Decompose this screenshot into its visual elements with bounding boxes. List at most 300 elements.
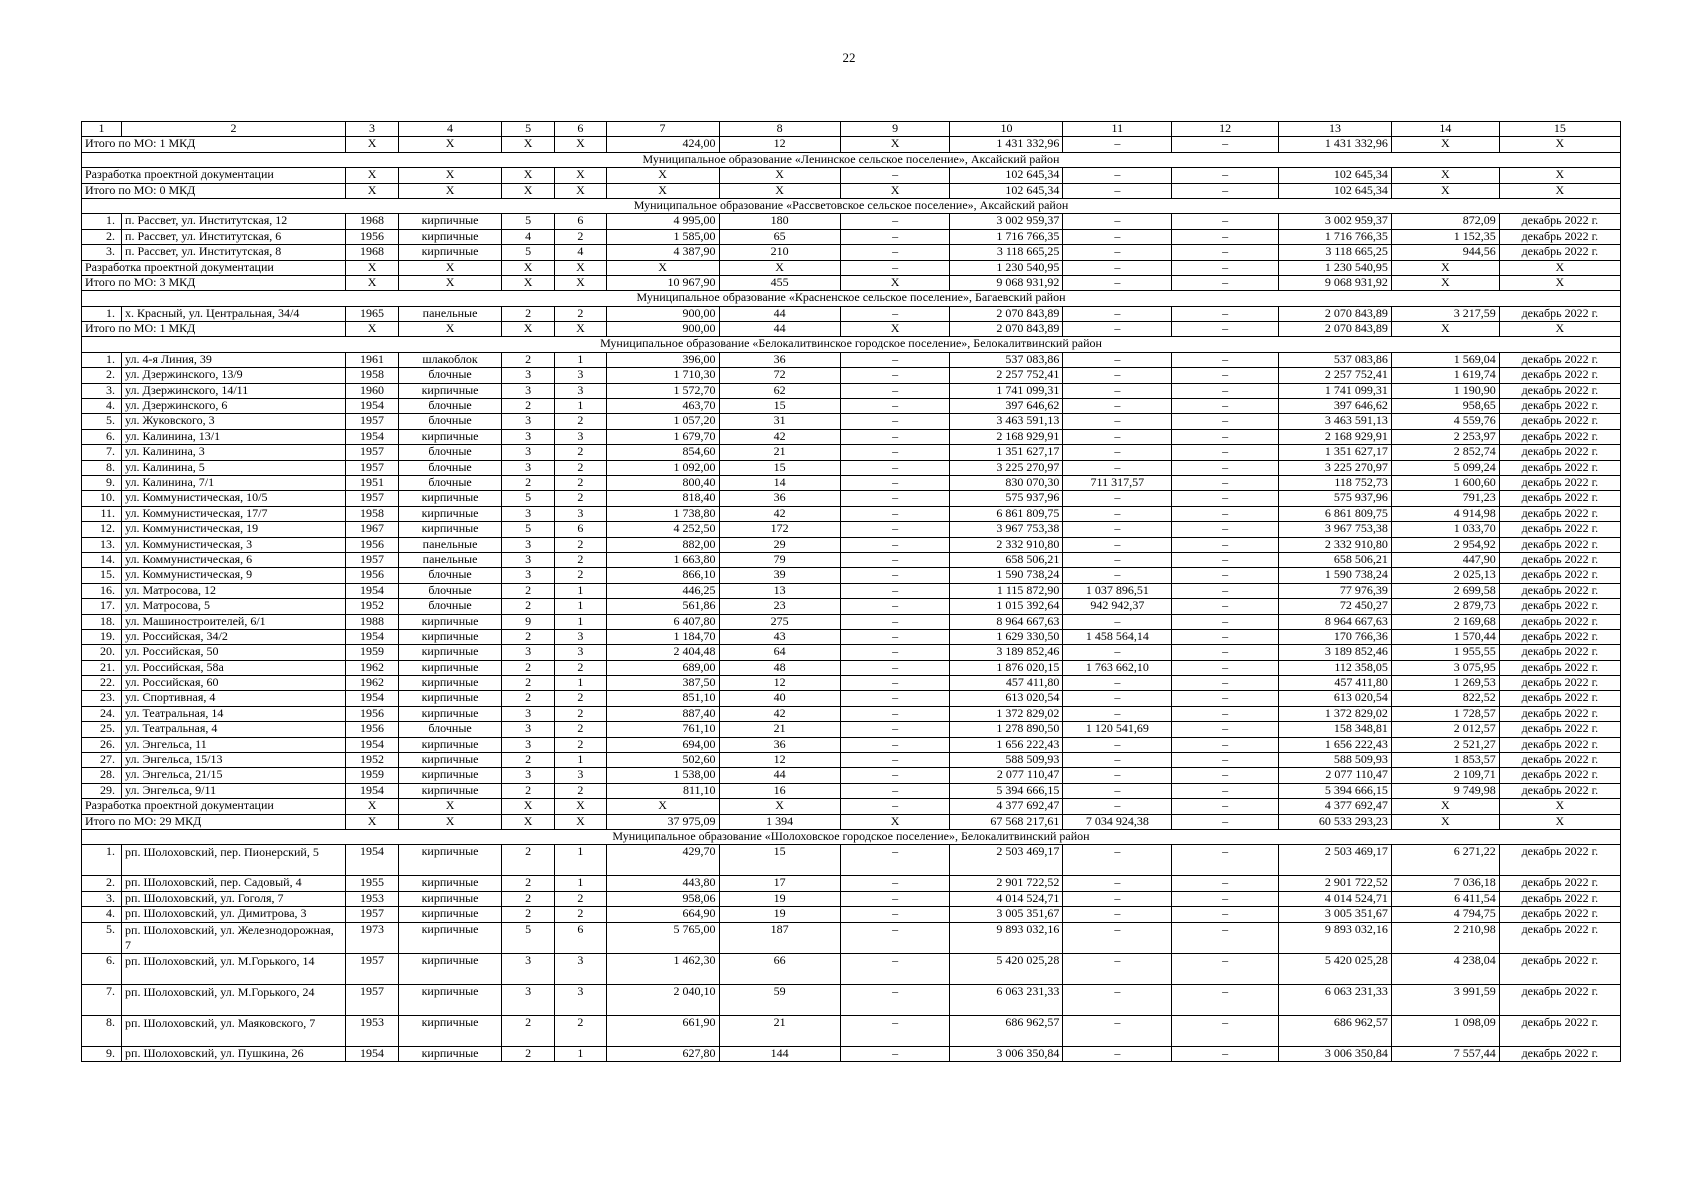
building-value-cell: кирпичные bbox=[399, 706, 502, 721]
building-row bbox=[82, 460, 1621, 475]
building-value-cell: – bbox=[1172, 876, 1279, 891]
building-value-cell: 561,86 bbox=[606, 599, 719, 614]
summary-value-cell: 102 645,34 bbox=[1279, 183, 1392, 198]
building-value-cell: – bbox=[1063, 876, 1172, 891]
building-address-cell: ул. Спортивная, 4 bbox=[122, 691, 346, 706]
building-value-cell: 1 bbox=[555, 845, 606, 876]
building-value-cell: 210 bbox=[719, 245, 840, 260]
summary-value-cell: X bbox=[1499, 183, 1620, 198]
summary-value-cell: – bbox=[1063, 260, 1172, 275]
building-value-cell: 2 404,48 bbox=[606, 645, 719, 660]
building-value-cell: декабрь 2022 г. bbox=[1499, 537, 1620, 552]
building-value-cell: – bbox=[1172, 768, 1279, 783]
building-value-cell: 4 bbox=[555, 245, 606, 260]
building-value-cell: 1956 bbox=[345, 537, 398, 552]
building-value-cell: 1962 bbox=[345, 660, 398, 675]
building-value-cell: декабрь 2022 г. bbox=[1499, 245, 1620, 260]
building-value-cell: 3 002 959,37 bbox=[1279, 214, 1392, 229]
summary-value-cell: X bbox=[345, 799, 398, 814]
building-value-cell: 1 190,90 bbox=[1391, 383, 1499, 398]
building-address-cell: ул. Матросова, 5 bbox=[122, 599, 346, 614]
summary-label: Итого по МО: 29 МКД bbox=[82, 814, 346, 829]
building-value-cell: – bbox=[1172, 706, 1279, 721]
row-number-cell: 1. bbox=[82, 214, 122, 229]
building-row bbox=[82, 445, 1621, 460]
building-value-cell: – bbox=[1172, 352, 1279, 367]
building-address-cell: ул. 4-я Линия, 39 bbox=[122, 352, 346, 367]
building-address-cell: ул. Энгельса, 21/15 bbox=[122, 768, 346, 783]
building-value-cell: 2 bbox=[555, 414, 606, 429]
building-value-cell: 1953 bbox=[345, 1015, 398, 1046]
building-value-cell: – bbox=[840, 891, 950, 906]
building-value-cell: – bbox=[1063, 229, 1172, 244]
row-number-cell: 5. bbox=[82, 922, 122, 953]
summary-value-cell: X bbox=[606, 799, 719, 814]
building-value-cell: – bbox=[1063, 522, 1172, 537]
housing-repair-table bbox=[81, 121, 1621, 1062]
building-value-cell: – bbox=[840, 676, 950, 691]
building-value-cell: – bbox=[1063, 1015, 1172, 1046]
building-value-cell: 180 bbox=[719, 214, 840, 229]
summary-label: Итого по МО: 3 МКД bbox=[82, 275, 346, 290]
building-value-cell: – bbox=[1063, 922, 1172, 953]
building-value-cell: 6 861 809,75 bbox=[950, 506, 1063, 521]
building-address-cell: рп. Шолоховский, ул. М.Горького, 14 bbox=[122, 953, 346, 984]
building-value-cell: – bbox=[840, 706, 950, 721]
summary-value-cell: 37 975,09 bbox=[606, 814, 719, 829]
building-value-cell: – bbox=[840, 306, 950, 321]
building-row bbox=[82, 691, 1621, 706]
building-value-cell: 2 bbox=[555, 706, 606, 721]
building-value-cell: 2 879,73 bbox=[1391, 599, 1499, 614]
building-value-cell: блочные bbox=[399, 475, 502, 490]
building-value-cell: декабрь 2022 г. bbox=[1499, 214, 1620, 229]
building-value-cell: 3 463 591,13 bbox=[950, 414, 1063, 429]
building-value-cell: шлакоблок bbox=[399, 352, 502, 367]
building-address-cell: рп. Шолоховский, ул. Маяковского, 7 bbox=[122, 1015, 346, 1046]
building-value-cell: 1 538,00 bbox=[606, 768, 719, 783]
building-value-cell: – bbox=[840, 537, 950, 552]
building-value-cell: 2 257 752,41 bbox=[1279, 368, 1392, 383]
building-value-cell: декабрь 2022 г. bbox=[1499, 352, 1620, 367]
building-value-cell: – bbox=[1063, 907, 1172, 922]
building-value-cell: 791,23 bbox=[1391, 491, 1499, 506]
building-value-cell: 3 002 959,37 bbox=[950, 214, 1063, 229]
building-address-cell: ул. Российская, 60 bbox=[122, 676, 346, 691]
building-value-cell: 3 005 351,67 bbox=[1279, 907, 1392, 922]
building-value-cell: декабрь 2022 г. bbox=[1499, 706, 1620, 721]
building-address-cell: ул. Дзержинского, 6 bbox=[122, 399, 346, 414]
building-value-cell: 14 bbox=[719, 475, 840, 490]
building-value-cell: – bbox=[1063, 737, 1172, 752]
building-value-cell: 6 861 809,75 bbox=[1279, 506, 1392, 521]
building-row bbox=[82, 1015, 1621, 1046]
building-value-cell: 72 bbox=[719, 368, 840, 383]
building-value-cell: 1 372 829,02 bbox=[950, 706, 1063, 721]
column-header-cell: 3 bbox=[345, 122, 398, 137]
building-value-cell: – bbox=[1172, 753, 1279, 768]
building-address-cell: ул. Российская, 50 bbox=[122, 645, 346, 660]
building-value-cell: декабрь 2022 г. bbox=[1499, 907, 1620, 922]
summary-value-cell: – bbox=[1063, 183, 1172, 198]
building-row bbox=[82, 768, 1621, 783]
building-value-cell: 40 bbox=[719, 691, 840, 706]
building-address-cell: ул. Коммунистическая, 17/7 bbox=[122, 506, 346, 521]
building-value-cell: декабрь 2022 г. bbox=[1499, 475, 1620, 490]
building-value-cell: декабрь 2022 г. bbox=[1499, 953, 1620, 984]
column-header-cell: 5 bbox=[501, 122, 554, 137]
building-value-cell: 3 bbox=[501, 368, 554, 383]
building-value-cell: кирпичные bbox=[399, 614, 502, 629]
building-value-cell: декабрь 2022 г. bbox=[1499, 783, 1620, 798]
building-value-cell: 2 bbox=[555, 1015, 606, 1046]
building-value-cell: 2 bbox=[501, 352, 554, 367]
summary-value-cell: X bbox=[501, 260, 554, 275]
building-address-cell: рп. Шолоховский, пер. Садовый, 4 bbox=[122, 876, 346, 891]
building-value-cell: 1952 bbox=[345, 753, 398, 768]
building-row bbox=[82, 676, 1621, 691]
building-value-cell: 1 656 222,43 bbox=[950, 737, 1063, 752]
building-value-cell: – bbox=[1172, 660, 1279, 675]
row-number-cell: 21. bbox=[82, 660, 122, 675]
building-value-cell: 3 bbox=[501, 645, 554, 660]
building-row bbox=[82, 399, 1621, 414]
building-address-cell: ул. Коммунистическая, 6 bbox=[122, 552, 346, 567]
summary-value-cell: X bbox=[1391, 183, 1499, 198]
row-number-cell: 1. bbox=[82, 352, 122, 367]
building-value-cell: 2 852,74 bbox=[1391, 445, 1499, 460]
building-value-cell: – bbox=[840, 352, 950, 367]
building-value-cell: – bbox=[1172, 583, 1279, 598]
row-number-cell: 4. bbox=[82, 907, 122, 922]
building-row bbox=[82, 907, 1621, 922]
summary-value-cell: X bbox=[1391, 275, 1499, 290]
summary-value-cell: X bbox=[555, 322, 606, 337]
summary-value-cell: X bbox=[1391, 799, 1499, 814]
building-value-cell: – bbox=[1063, 491, 1172, 506]
building-value-cell: 29 bbox=[719, 537, 840, 552]
building-value-cell: – bbox=[840, 460, 950, 475]
row-number-cell: 8. bbox=[82, 460, 122, 475]
summary-value-cell: X bbox=[606, 183, 719, 198]
building-value-cell: 463,70 bbox=[606, 399, 719, 414]
building-value-cell: – bbox=[1172, 383, 1279, 398]
summary-label: Итого по МО: 1 МКД bbox=[82, 322, 346, 337]
building-value-cell: – bbox=[840, 1015, 950, 1046]
building-value-cell: 3 bbox=[501, 383, 554, 398]
summary-value-cell: 1 230 540,95 bbox=[950, 260, 1063, 275]
building-value-cell: 48 bbox=[719, 660, 840, 675]
building-value-cell: – bbox=[840, 629, 950, 644]
building-value-cell: 1 716 766,35 bbox=[950, 229, 1063, 244]
summary-value-cell: X bbox=[501, 183, 554, 198]
building-value-cell: декабрь 2022 г. bbox=[1499, 445, 1620, 460]
building-value-cell: – bbox=[1063, 568, 1172, 583]
building-value-cell: 1953 bbox=[345, 891, 398, 906]
summary-row bbox=[82, 322, 1621, 337]
building-value-cell: 1 bbox=[555, 583, 606, 598]
row-number-cell: 2. bbox=[82, 876, 122, 891]
summary-value-cell: X bbox=[399, 814, 502, 829]
building-value-cell: – bbox=[1063, 645, 1172, 660]
row-number-cell: 17. bbox=[82, 599, 122, 614]
building-row bbox=[82, 429, 1621, 444]
building-value-cell: 1954 bbox=[345, 783, 398, 798]
row-number-cell: 14. bbox=[82, 552, 122, 567]
building-value-cell: 2 070 843,89 bbox=[1279, 306, 1392, 321]
summary-value-cell: X bbox=[1499, 260, 1620, 275]
building-value-cell: 8 964 667,63 bbox=[950, 614, 1063, 629]
building-value-cell: 2 040,10 bbox=[606, 984, 719, 1015]
building-value-cell: 1957 bbox=[345, 445, 398, 460]
building-value-cell: 9 893 032,16 bbox=[950, 922, 1063, 953]
building-value-cell: 13 bbox=[719, 583, 840, 598]
building-address-cell: рп. Шолоховский, ул. Железнодорожная, 7 bbox=[122, 922, 346, 953]
building-value-cell: – bbox=[840, 645, 950, 660]
column-header-cell: 8 bbox=[719, 122, 840, 137]
building-value-cell: – bbox=[840, 445, 950, 460]
building-value-cell: 2 bbox=[555, 460, 606, 475]
building-value-cell: 887,40 bbox=[606, 706, 719, 721]
building-value-cell: 1954 bbox=[345, 399, 398, 414]
building-value-cell: 2 901 722,52 bbox=[950, 876, 1063, 891]
building-value-cell: – bbox=[1063, 352, 1172, 367]
building-address-cell: п. Рассвет, ул. Институтская, 6 bbox=[122, 229, 346, 244]
row-number-cell: 24. bbox=[82, 706, 122, 721]
building-value-cell: 1 600,60 bbox=[1391, 475, 1499, 490]
building-value-cell: 2 bbox=[555, 722, 606, 737]
row-number-cell: 3. bbox=[82, 891, 122, 906]
building-value-cell: 6 bbox=[555, 522, 606, 537]
building-value-cell: 2 bbox=[501, 1046, 554, 1061]
summary-value-cell: 4 377 692,47 bbox=[1279, 799, 1392, 814]
summary-value-cell: X bbox=[399, 137, 502, 152]
building-value-cell: 2 bbox=[555, 229, 606, 244]
building-row bbox=[82, 352, 1621, 367]
building-value-cell: кирпичные bbox=[399, 506, 502, 521]
building-value-cell: – bbox=[840, 229, 950, 244]
building-value-cell: – bbox=[1172, 676, 1279, 691]
building-value-cell: – bbox=[1172, 1046, 1279, 1061]
building-row bbox=[82, 614, 1621, 629]
summary-value-cell: – bbox=[1172, 183, 1279, 198]
building-value-cell: кирпичные bbox=[399, 737, 502, 752]
summary-value-cell: X bbox=[555, 168, 606, 183]
building-value-cell: 4 995,00 bbox=[606, 214, 719, 229]
building-value-cell: – bbox=[1172, 599, 1279, 614]
building-value-cell: кирпичные bbox=[399, 768, 502, 783]
building-value-cell: – bbox=[1172, 891, 1279, 906]
summary-value-cell: 60 533 293,23 bbox=[1279, 814, 1392, 829]
building-value-cell: 21 bbox=[719, 445, 840, 460]
building-value-cell: декабрь 2022 г. bbox=[1499, 691, 1620, 706]
building-value-cell: – bbox=[840, 583, 950, 598]
building-value-cell: 3 bbox=[555, 629, 606, 644]
summary-value-cell: 900,00 bbox=[606, 322, 719, 337]
column-header-cell: 15 bbox=[1499, 122, 1620, 137]
building-value-cell: – bbox=[1063, 368, 1172, 383]
building-value-cell: 1 955,55 bbox=[1391, 645, 1499, 660]
row-number-cell: 11. bbox=[82, 506, 122, 521]
building-address-cell: ул. Калинина, 3 bbox=[122, 445, 346, 460]
building-value-cell: – bbox=[840, 414, 950, 429]
building-value-cell: – bbox=[1063, 953, 1172, 984]
building-value-cell: – bbox=[1172, 229, 1279, 244]
building-value-cell: 3 005 351,67 bbox=[950, 907, 1063, 922]
building-value-cell: 1957 bbox=[345, 953, 398, 984]
building-value-cell: 958,65 bbox=[1391, 399, 1499, 414]
building-value-cell: кирпичные bbox=[399, 229, 502, 244]
building-value-cell: 537 083,86 bbox=[950, 352, 1063, 367]
summary-value-cell: 455 bbox=[719, 275, 840, 290]
building-value-cell: 2 bbox=[555, 691, 606, 706]
summary-label: Разработка проектной документации bbox=[82, 168, 346, 183]
building-value-cell: – bbox=[1172, 368, 1279, 383]
building-value-cell: 170 766,36 bbox=[1279, 629, 1392, 644]
building-value-cell: 1 bbox=[555, 876, 606, 891]
building-row bbox=[82, 475, 1621, 490]
building-value-cell: 19 bbox=[719, 891, 840, 906]
building-value-cell: 3 991,59 bbox=[1391, 984, 1499, 1015]
building-value-cell: – bbox=[1063, 706, 1172, 721]
building-value-cell: – bbox=[1063, 506, 1172, 521]
building-address-cell: ул. Калинина, 5 bbox=[122, 460, 346, 475]
building-value-cell: 4 238,04 bbox=[1391, 953, 1499, 984]
building-address-cell: ул. Энгельса, 11 bbox=[122, 737, 346, 752]
building-value-cell: 1956 bbox=[345, 229, 398, 244]
building-value-cell: – bbox=[1172, 460, 1279, 475]
building-value-cell: 588 509,93 bbox=[950, 753, 1063, 768]
building-value-cell: 1 bbox=[555, 753, 606, 768]
building-value-cell: 64 bbox=[719, 645, 840, 660]
summary-value-cell: X bbox=[1499, 799, 1620, 814]
building-value-cell: 958,06 bbox=[606, 891, 719, 906]
building-value-cell: 537 083,86 bbox=[1279, 352, 1392, 367]
summary-row bbox=[82, 275, 1621, 290]
summary-value-cell: X bbox=[345, 814, 398, 829]
building-value-cell: 1 bbox=[555, 614, 606, 629]
building-value-cell: – bbox=[1063, 691, 1172, 706]
building-value-cell: 830 070,30 bbox=[950, 475, 1063, 490]
building-value-cell: 1 585,00 bbox=[606, 229, 719, 244]
building-value-cell: декабрь 2022 г. bbox=[1499, 676, 1620, 691]
building-value-cell: 1 741 099,31 bbox=[1279, 383, 1392, 398]
building-value-cell: – bbox=[1063, 552, 1172, 567]
building-address-cell: ул. Калинина, 7/1 bbox=[122, 475, 346, 490]
row-number-cell: 3. bbox=[82, 245, 122, 260]
building-value-cell: 2 bbox=[501, 691, 554, 706]
building-value-cell: блочные bbox=[399, 599, 502, 614]
building-value-cell: 3 bbox=[555, 645, 606, 660]
building-value-cell: – bbox=[840, 783, 950, 798]
summary-value-cell: X bbox=[501, 799, 554, 814]
summary-value-cell: – bbox=[1063, 168, 1172, 183]
column-header-cell: 11 bbox=[1063, 122, 1172, 137]
building-value-cell: – bbox=[840, 383, 950, 398]
building-value-cell: 664,90 bbox=[606, 907, 719, 922]
building-value-cell: 658 506,21 bbox=[950, 552, 1063, 567]
building-value-cell: 36 bbox=[719, 737, 840, 752]
building-value-cell: – bbox=[1063, 768, 1172, 783]
building-value-cell: декабрь 2022 г. bbox=[1499, 491, 1620, 506]
building-row bbox=[82, 953, 1621, 984]
building-value-cell: 4 387,90 bbox=[606, 245, 719, 260]
building-row bbox=[82, 737, 1621, 752]
row-number-cell: 6. bbox=[82, 429, 122, 444]
summary-value-cell: X bbox=[1391, 137, 1499, 152]
building-value-cell: 2 210,98 bbox=[1391, 922, 1499, 953]
summary-value-cell: X bbox=[555, 814, 606, 829]
building-value-cell: декабрь 2022 г. bbox=[1499, 629, 1620, 644]
building-value-cell: кирпичные bbox=[399, 953, 502, 984]
building-value-cell: 59 bbox=[719, 984, 840, 1015]
building-value-cell: – bbox=[1063, 414, 1172, 429]
building-value-cell: 4 914,98 bbox=[1391, 506, 1499, 521]
column-header-cell: 14 bbox=[1391, 122, 1499, 137]
building-value-cell: 1959 bbox=[345, 768, 398, 783]
summary-value-cell: X bbox=[399, 168, 502, 183]
building-row bbox=[82, 506, 1621, 521]
building-value-cell: кирпичные bbox=[399, 753, 502, 768]
building-value-cell: 42 bbox=[719, 506, 840, 521]
building-value-cell: 3 bbox=[501, 445, 554, 460]
building-value-cell: 1988 bbox=[345, 614, 398, 629]
building-value-cell: панельные bbox=[399, 552, 502, 567]
row-number-cell: 9. bbox=[82, 1046, 122, 1061]
building-value-cell: 39 bbox=[719, 568, 840, 583]
column-header-cell: 10 bbox=[950, 122, 1063, 137]
building-value-cell: декабрь 2022 г. bbox=[1499, 614, 1620, 629]
summary-value-cell: X bbox=[1391, 814, 1499, 829]
building-value-cell: 1954 bbox=[345, 429, 398, 444]
building-value-cell: 854,60 bbox=[606, 445, 719, 460]
building-value-cell: 1954 bbox=[345, 845, 398, 876]
building-value-cell: 2 bbox=[501, 876, 554, 891]
building-value-cell: 3 217,59 bbox=[1391, 306, 1499, 321]
building-value-cell: – bbox=[840, 691, 950, 706]
summary-value-cell: X bbox=[1499, 168, 1620, 183]
building-value-cell: 443,80 bbox=[606, 876, 719, 891]
building-row bbox=[82, 522, 1621, 537]
building-value-cell: – bbox=[1063, 306, 1172, 321]
building-value-cell: 3 bbox=[501, 706, 554, 721]
building-value-cell: 866,10 bbox=[606, 568, 719, 583]
building-value-cell: 2 bbox=[555, 891, 606, 906]
building-value-cell: 2 332 910,80 bbox=[1279, 537, 1392, 552]
building-value-cell: 112 358,05 bbox=[1279, 660, 1392, 675]
building-value-cell: 2 bbox=[501, 783, 554, 798]
building-value-cell: 1 115 872,90 bbox=[950, 583, 1063, 598]
building-row bbox=[82, 984, 1621, 1015]
building-value-cell: декабрь 2022 г. bbox=[1499, 306, 1620, 321]
building-value-cell: 2 bbox=[501, 891, 554, 906]
summary-value-cell: X bbox=[345, 322, 398, 337]
building-value-cell: 447,90 bbox=[1391, 552, 1499, 567]
building-value-cell: 2 012,57 bbox=[1391, 722, 1499, 737]
building-value-cell: – bbox=[840, 245, 950, 260]
summary-value-cell: X bbox=[840, 322, 950, 337]
summary-value-cell: X bbox=[345, 183, 398, 198]
building-value-cell: – bbox=[840, 1046, 950, 1061]
row-number-cell: 22. bbox=[82, 676, 122, 691]
building-value-cell: 686 962,57 bbox=[950, 1015, 1063, 1046]
building-value-cell: – bbox=[1063, 783, 1172, 798]
building-address-cell: ул. Коммунистическая, 3 bbox=[122, 537, 346, 552]
building-value-cell: 3 bbox=[501, 984, 554, 1015]
row-number-cell: 18. bbox=[82, 614, 122, 629]
building-value-cell: декабрь 2022 г. bbox=[1499, 984, 1620, 1015]
building-address-cell: ул. Энгельса, 9/11 bbox=[122, 783, 346, 798]
